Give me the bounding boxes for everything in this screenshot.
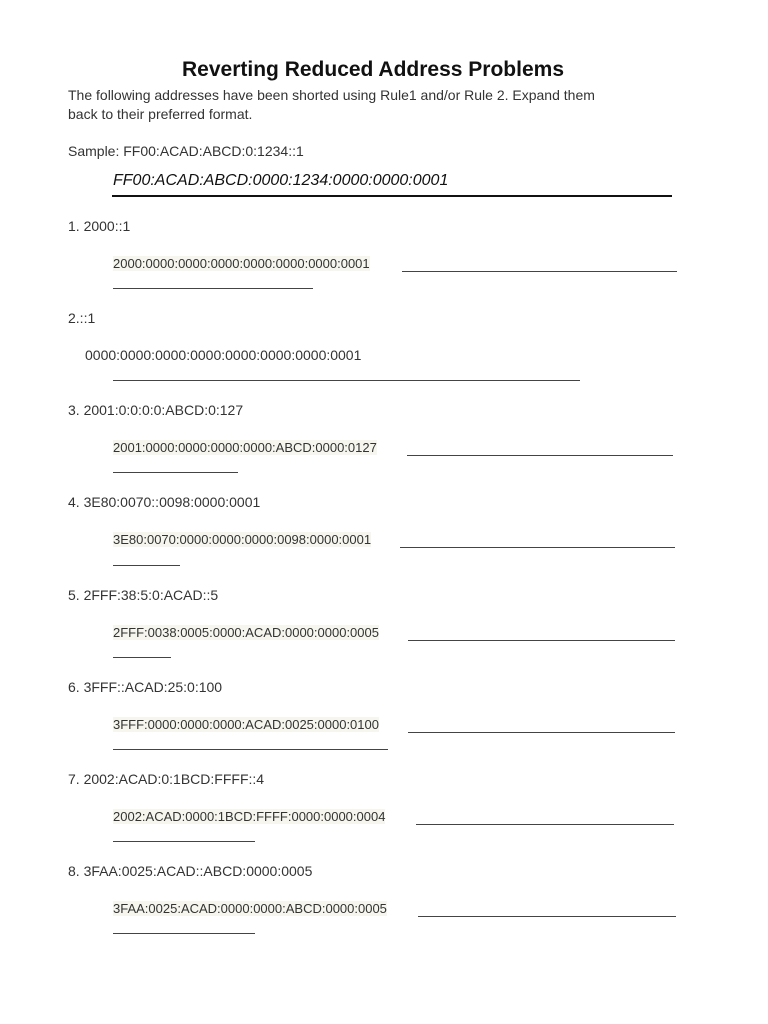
answer-text: 2001:0000:0000:0000:0000:ABCD:0000:0127: [113, 440, 377, 455]
problem-8-question: 8. 3FAA:0025:ACAD::ABCD:0000:0005: [68, 863, 313, 879]
answer-text: 2002:ACAD:0000:1BCD:FFFF:0000:0000:0004: [113, 809, 386, 824]
problem-6-question: 6. 3FFF::ACAD:25:0:100: [68, 679, 223, 695]
instructions-line-2: back to their preferred format.: [68, 106, 253, 122]
instructions-line-1: The following addresses have been shorted using Rule1 and/or Rule 2. Expand them: [68, 87, 595, 103]
answer-blank-line: [418, 916, 676, 917]
page-title: Reverting Reduced Address Problems: [182, 58, 564, 81]
answer-blank-line: [400, 547, 675, 548]
answer-blank-line: [113, 657, 171, 658]
answer-text: 2FFF:0038:0005:0000:ACAD:0000:0000:0005: [113, 625, 379, 640]
problem-4-question: 4. 3E80:0070::0098:0000:0001: [68, 494, 261, 510]
problem-3-answer[interactable]: [113, 440, 377, 455]
problem-5-answer[interactable]: [113, 625, 379, 640]
answer-text: 2000:0000:0000:0000:0000:0000:0000:0001: [113, 256, 370, 271]
answer-blank-line: [113, 841, 255, 842]
problem-2-answer[interactable]: [85, 347, 361, 363]
answer-text: 3E80:0070:0000:0000:0000:0098:0000:0001: [113, 532, 372, 547]
answer-text: 3FAA:0025:ACAD:0000:0000:ABCD:0000:0005: [113, 901, 387, 916]
answer-text: 3FFF:0000:0000:0000:ACAD:0025:0000:0100: [113, 717, 379, 732]
answer-blank-line: [113, 472, 238, 473]
problem-1-question: 1. 2000::1: [68, 218, 131, 234]
problem-2-question: 2.::1: [68, 310, 96, 326]
answer-blank-line: [416, 824, 674, 825]
answer-blank-line: [113, 565, 180, 566]
answer-blank-line: [113, 749, 388, 750]
problem-7-question: 7. 2002:ACAD:0:1BCD:FFFF::4: [68, 771, 265, 787]
sample-underline: [112, 195, 672, 197]
problem-6-answer[interactable]: [113, 717, 379, 732]
answer-blank-line: [113, 380, 580, 381]
problem-8-answer[interactable]: [113, 901, 387, 916]
answer-blank-line: [407, 455, 673, 456]
answer-blank-line: [113, 288, 313, 289]
problem-4-answer[interactable]: [113, 532, 371, 547]
answer-blank-line: [408, 732, 675, 733]
problem-1-answer[interactable]: [113, 256, 370, 271]
answer-text: 0000:0000:0000:0000:0000:0000:0000:0001: [85, 347, 362, 363]
problem-5-question: 5. 2FFF:38:5:0:ACAD::5: [68, 587, 219, 603]
problem-7-answer[interactable]: [113, 809, 385, 824]
answer-blank-line: [402, 271, 677, 272]
answer-blank-line: [113, 933, 255, 934]
sample-label: Sample: FF00:ACAD:ABCD:0:1234::1: [68, 143, 304, 159]
problem-3-question: 3. 2001:0:0:0:0:ABCD:0:127: [68, 402, 244, 418]
sample-answer: FF00:ACAD:ABCD:0000:1234:0000:0000:0001: [113, 172, 449, 189]
answer-blank-line: [408, 640, 675, 641]
